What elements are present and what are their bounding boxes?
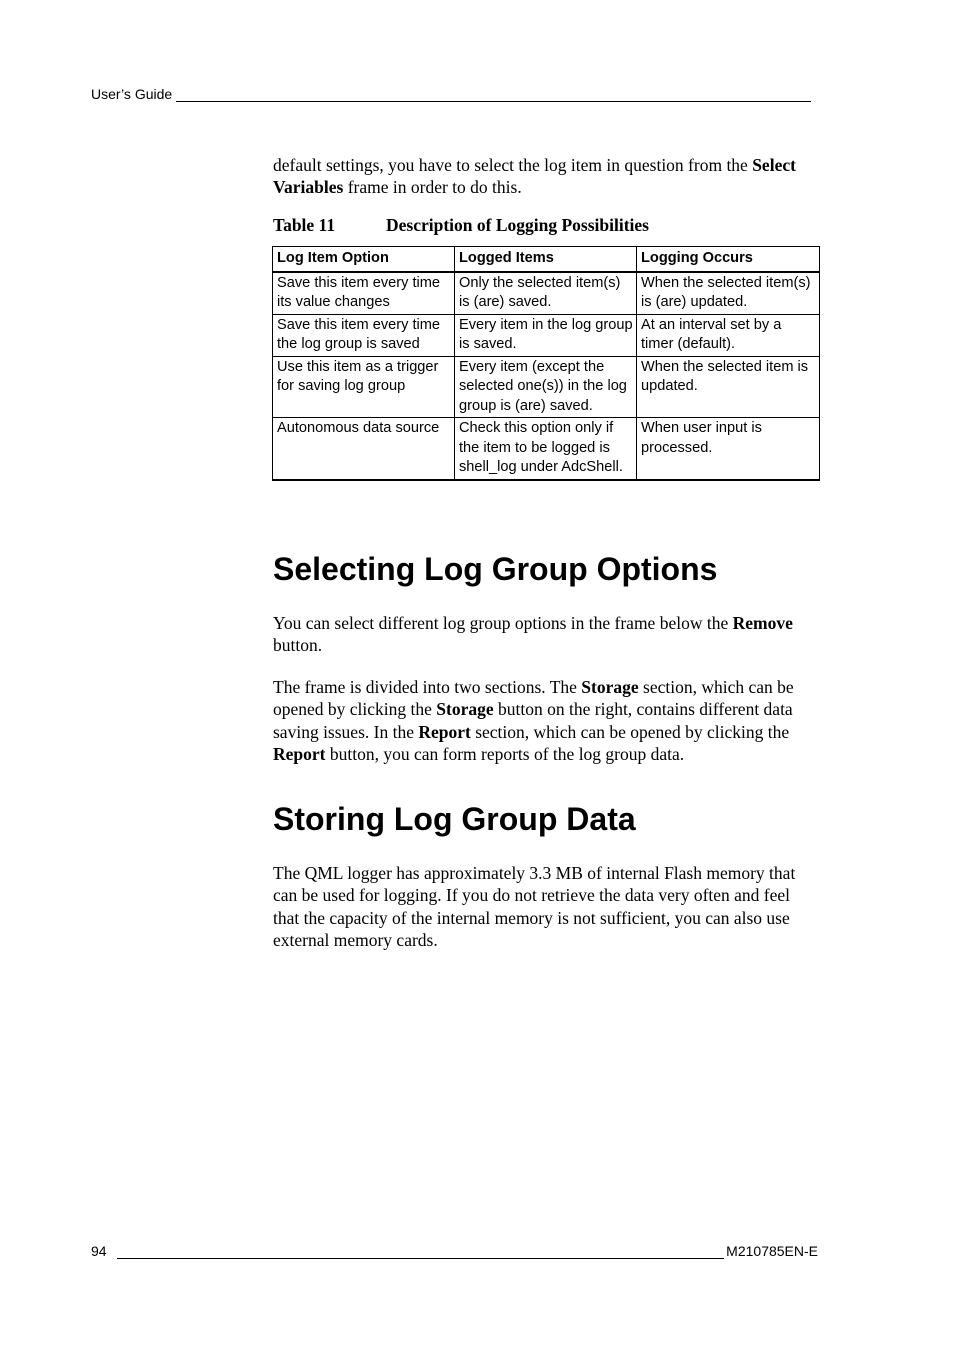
- table-row: [273, 356, 820, 418]
- bold-report: Report: [418, 721, 471, 742]
- selecting-paragraph-2: [273, 676, 818, 766]
- header-rule: [176, 87, 811, 102]
- text-run: section, which can be opened by clicking the: [470, 721, 790, 742]
- table-header-row: [273, 247, 820, 272]
- column-header: Logged Items: [455, 247, 637, 272]
- table-row: [273, 418, 820, 480]
- bold-storage: Storage: [581, 677, 639, 697]
- storing-paragraph-1: The QML logger has approximately 3.3 MB of internal Flash memory that can be used for logging. If you do not retrieve the data very often and feel that the capacity of the internal memory is not sufficient, you can also use external memory cards.: [273, 863, 796, 951]
- table-cell: Check this option only if the item to be logged is shell_log under AdcShell.: [455, 418, 637, 480]
- table-cell: Every item in the log group is saved.: [455, 314, 637, 356]
- text-run: button on the right, contains different data saving issues. In the: [273, 699, 793, 742]
- page-header: [91, 86, 811, 102]
- header-title: User’s Guide: [91, 86, 173, 102]
- logging-possibilities-table: [272, 246, 820, 481]
- footer-rule: [117, 1244, 725, 1259]
- page-footer: [91, 1243, 818, 1259]
- text-run: You can select different log group options in the frame below the: [273, 613, 733, 633]
- table-caption-number: Table 11: [273, 215, 336, 235]
- column-header: Logging Occurs: [637, 247, 820, 272]
- table-caption-title: Description of Logging Possibilities: [386, 215, 649, 235]
- document-code: M210785EN-E: [726, 1243, 818, 1259]
- table-cell: When the selected item(s) is (are) updated.: [637, 272, 820, 315]
- table-cell: Only the selected item(s) is (are) saved.: [455, 272, 637, 315]
- table-cell: When the selected item is updated.: [637, 356, 820, 418]
- heading-selecting-log-group-options: Selecting Log Group Options: [273, 551, 718, 587]
- table-row: [273, 272, 820, 315]
- page-number: 94: [91, 1243, 107, 1259]
- bold-storage: Storage: [436, 699, 494, 720]
- column-header: Log Item Option: [273, 247, 455, 272]
- table-cell: Save this item every time its value changes: [273, 272, 455, 315]
- heading-storing-log-group-data: Storing Log Group Data: [273, 801, 636, 837]
- table-cell: Use this item as a trigger for saving log group: [273, 356, 455, 418]
- text-run: The frame is divided into two sections. The: [273, 677, 582, 697]
- intro-text-2: frame in order to do this.: [343, 177, 522, 198]
- table-cell: Autonomous data source: [273, 418, 455, 480]
- text-run: section, which can be opened by clicking the: [273, 677, 794, 720]
- text-run: button, you can form reports of the log group data.: [325, 744, 685, 765]
- table-cell: Save this item every time the log group is saved: [273, 314, 455, 356]
- table-cell: Every item (except the selected one(s)) in the log group is (are) saved.: [455, 356, 637, 418]
- bold-remove: Remove: [732, 613, 793, 633]
- table-cell: When user input is processed.: [637, 418, 820, 480]
- table-row: [273, 314, 820, 356]
- intro-paragraph: [273, 154, 818, 199]
- bold-report: Report: [273, 744, 326, 765]
- table-cell: At an interval set by a timer (default).: [637, 314, 820, 356]
- intro-bold-select-variables: Select Variables: [273, 155, 796, 198]
- text-run: button.: [273, 635, 323, 656]
- selecting-paragraph-1: [273, 612, 818, 657]
- table-caption: [273, 215, 818, 236]
- intro-text-1: default settings, you have to select the log item in question from the: [273, 155, 753, 175]
